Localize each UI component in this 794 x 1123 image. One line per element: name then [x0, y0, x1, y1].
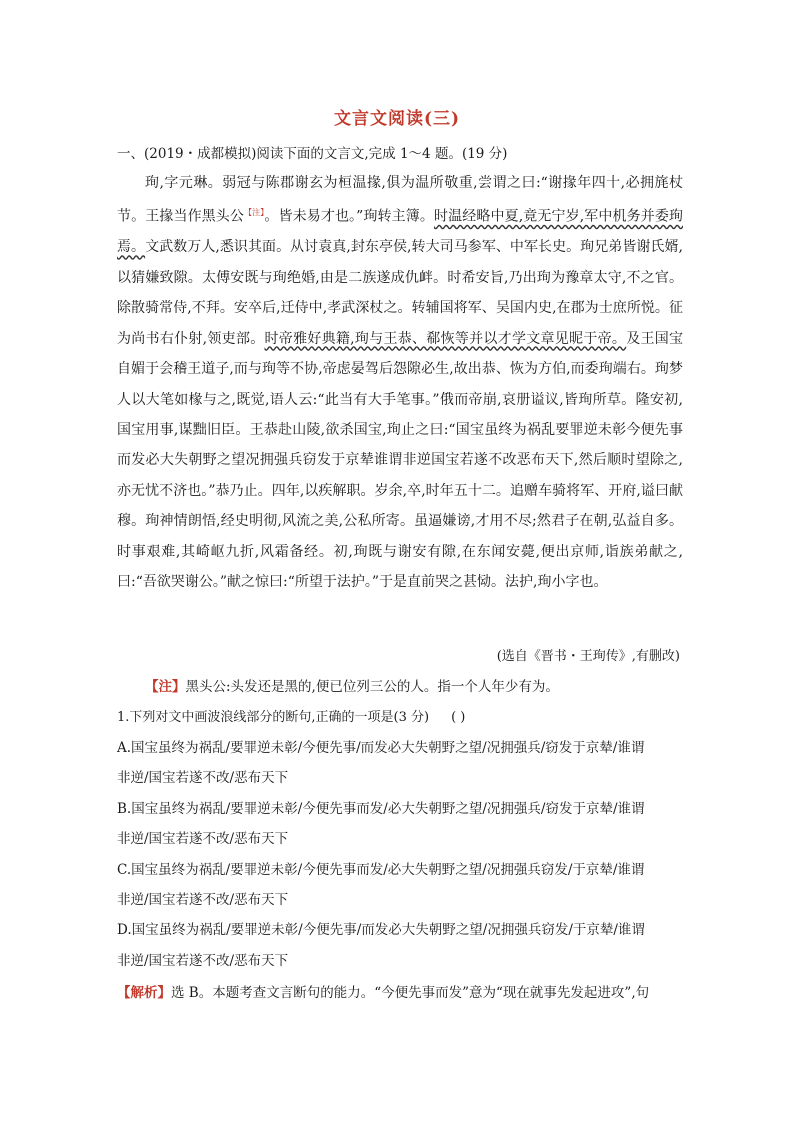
option-d	[117, 915, 683, 976]
passage-text: 珣,字元琳。弱冠与陈郡谢玄为桓温掾,俱为温所敬重,尝谓之曰:“谢掾年四十,必拥旄杖节。王掾当作黑头公	[117, 175, 683, 226]
note-text: 黑头公:头发还是黑的,便已位列三公的人。指一个人年少有为。	[185, 679, 559, 695]
passage-paragraph	[117, 168, 683, 597]
option-line: D.国宝虽终为祸乱/要罪逆未彰/今便先事/而发必大失朝野之望/况拥强兵窃发/于京辇/谁谓	[117, 922, 645, 939]
option-line: 非逆/国宝若遂不改/恶布天下	[117, 831, 289, 848]
option-c	[117, 855, 683, 916]
passage-source: (选自《晋书・王珣传》,有删改)	[496, 649, 680, 664]
option-line: 非逆/国宝若遂不改/恶布天下	[117, 952, 289, 969]
passage-text: 文武数万人,悉识其面。从讨袁真,封东亭侯,转大司马参军、中军长史。珣兄弟皆谢氏婿,以猜嫌致隙。太傅安既与珣绝婚,由是二族遂成仇衅。时希安旨,乃出珣为豫章太守,不之官。除散骑常侍,不拜。安卒后,迁侍中,孝武深杖之。转辅国将军、吴国内史,在郡为士庶所悦。征为尚书右仆射,领吏部。	[117, 239, 683, 347]
answer-options	[117, 733, 683, 976]
analysis-text: 选 B。本题考查文言断句的能力。“今便先事而发”意为“现在就事先发起进攻”,句	[171, 985, 650, 1001]
question-text: 1.下列对文中画波浪线部分的断句,正确的一项是(3 分)	[117, 710, 430, 725]
analysis-section	[117, 981, 687, 1001]
wavy-underlined-text: 时帝雅好典籍,珣与王恭、郗恢等并以才学文章见昵于帝。	[264, 330, 627, 347]
analysis-tag: 【解析】	[117, 985, 171, 1001]
annotation-note	[145, 675, 559, 695]
page-title: 文言文阅读(三)	[333, 109, 461, 129]
option-a	[117, 733, 683, 794]
note-reference: 【注】	[244, 208, 265, 218]
option-b	[117, 794, 683, 855]
classical-passage	[117, 168, 683, 597]
option-line: 非逆/国宝若遂不改/恶布天下	[117, 770, 289, 787]
option-line: B.国宝虽终为祸乱/要罪逆未彰/今便先事而发/必大失朝野之望/况拥强兵/窃发于京辇/谁谓	[117, 800, 645, 817]
option-line: A.国宝虽终为祸乱/要罪逆未彰/今便先事/而发必大失朝野之望/况拥强兵/窃发于京辇/谁谓	[117, 740, 645, 756]
passage-text: 及王国宝自媚于会稽王道子,而与珣等不协,帝虑晏驾后怨隙必生,故出恭、恢为方伯,而委珣端右。珣梦人以大笔如椽与之,既觉,语人云:“此当有大手笔事。”俄而帝崩,哀册谥议,皆珣所草。隆安初,国宝用事,谋黜旧臣。王恭赴山陵,欲杀国宝,珣止之曰:“国宝虽终为祸乱要罪逆未彰今便先事而发必大失朝野之望况拥强兵窃发于京辇谁谓非逆国宝若遂不改恶布天下,然后顺时望除之,亦无忧不济也。”恭乃止。四年,以疾解职。岁余,卒,时年五十二。追赠车骑将军、开府,谥曰献穆。珣神情朗悟,经史明彻,风流之美,公私所寄。虽逼嫌谤,才用不尽;然君子在朝,弘益自多。时事艰难,其崎岖九折,风霜备经。初,珣既与谢安有隙,在东闻安薨,便出京师,诣族弟献之,曰:“吾欲哭谢公。”献之惊曰:“所望于法护。”于是直前哭之甚恸。法护,珣小字也。	[117, 330, 684, 590]
wavy-underlined-text: 时温经略中夏,竟无宁岁,军中机务并委珣焉。	[117, 209, 683, 256]
option-line: 非逆/国宝若遂不改/恶布天下	[117, 892, 289, 909]
option-line: C.国宝虽终为祸乱/要罪逆未彰/今便先事而发/必大失朝野之望/况拥强兵窃发/于京辇/谁谓	[117, 861, 645, 878]
section-intro: 一、(2019・成都模拟)阅读下面的文言文,完成 1～4 题。(19 分)	[117, 146, 508, 162]
answer-blank: ( )	[451, 710, 466, 725]
passage-text: 。皆未易才也。”珣转主簿。	[264, 209, 435, 226]
note-tag: 【注】	[145, 679, 186, 695]
question-1	[117, 706, 465, 725]
